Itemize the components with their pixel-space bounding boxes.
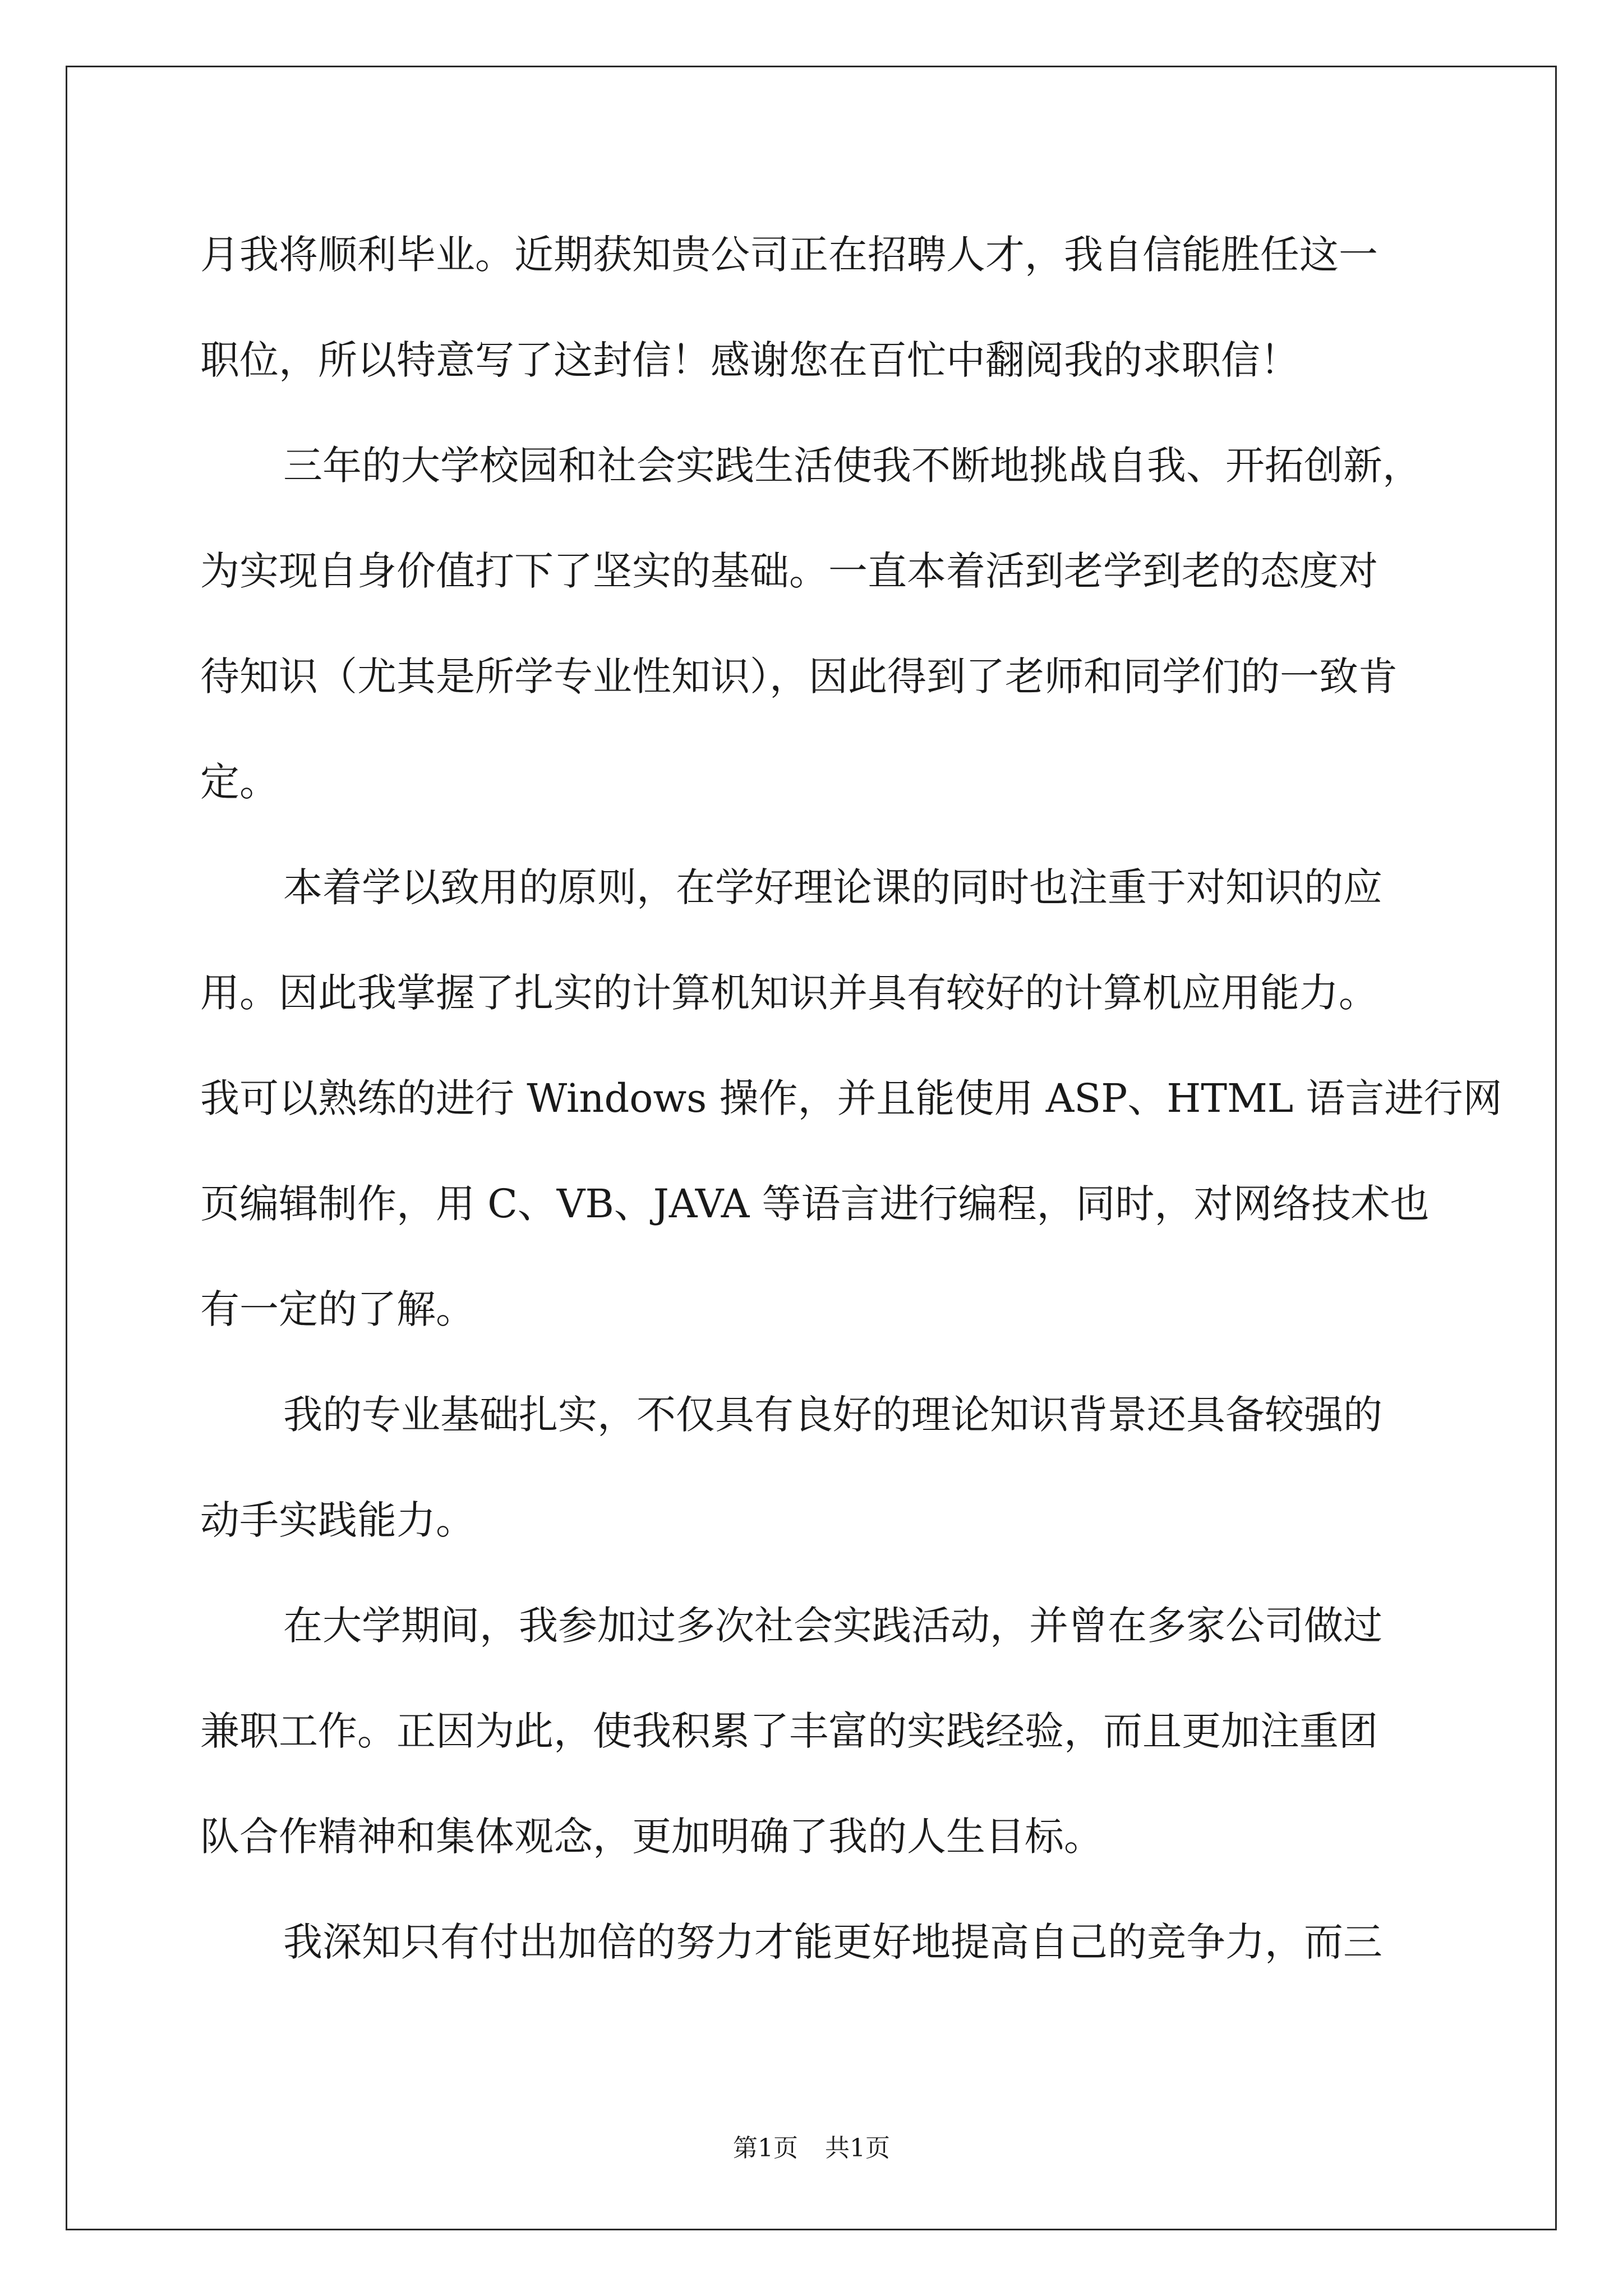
text-line: 三年的大学校园和社会实践生活使我不断地挑战自我、开拓创新，	[283, 443, 1422, 489]
text-line: 待知识（尤其是所学专业性知识），因此得到了老师和同学们的一致肯	[200, 654, 1398, 700]
text-line: 我可以熟练的进行 Windows 操作，并且能使用 ASP、HTML 语言进行网	[200, 1075, 1502, 1121]
text-line: 兼职工作。正因为此，使我积累了丰富的实践经验，而且更加注重团	[200, 1708, 1378, 1754]
text-line: 我深知只有付出加倍的努力才能更好地提高自己的竞争力，而三	[283, 1919, 1382, 1965]
document-body	[200, 202, 1502, 1995]
text-line: 定。	[200, 759, 279, 805]
text-line: 用。因此我掌握了扎实的计算机知识并具有较好的计算机应用能力。	[200, 970, 1378, 1016]
text-line: 队合作精神和集体观念，更加明确了我的人生目标。	[200, 1814, 1103, 1860]
text-line: 为实现自身价值打下了坚实的基础。一直本着活到老学到老的态度对	[200, 548, 1378, 594]
page-footer	[0, 2132, 1623, 2165]
text-line: 动手实践能力。	[200, 1497, 475, 1543]
text-line: 月我将顺利毕业。近期获知贵公司正在招聘人才，我自信能胜任这一	[200, 232, 1378, 278]
text-line: 有一定的了解。	[200, 1286, 475, 1332]
text-line: 本着学以致用的原则，在学好理论课的同时也注重于对知识的应	[283, 864, 1382, 910]
text-line: 我的专业基础扎实，不仅具有良好的理论知识背景还具备较强的	[283, 1392, 1382, 1438]
page-number-current: 第1页	[733, 2134, 798, 2162]
text-line: 页编辑制作，用 C、VB、JAVA 等语言进行编程，同时，对网络技术也	[200, 1181, 1430, 1227]
page-number-total: 共1页	[825, 2134, 890, 2162]
text-line: 在大学期间，我参加过多次社会实践活动，并曾在多家公司做过	[283, 1603, 1382, 1649]
text-line: 职位，所以特意写了这封信！感谢您在百忙中翻阅我的求职信！	[200, 337, 1299, 383]
